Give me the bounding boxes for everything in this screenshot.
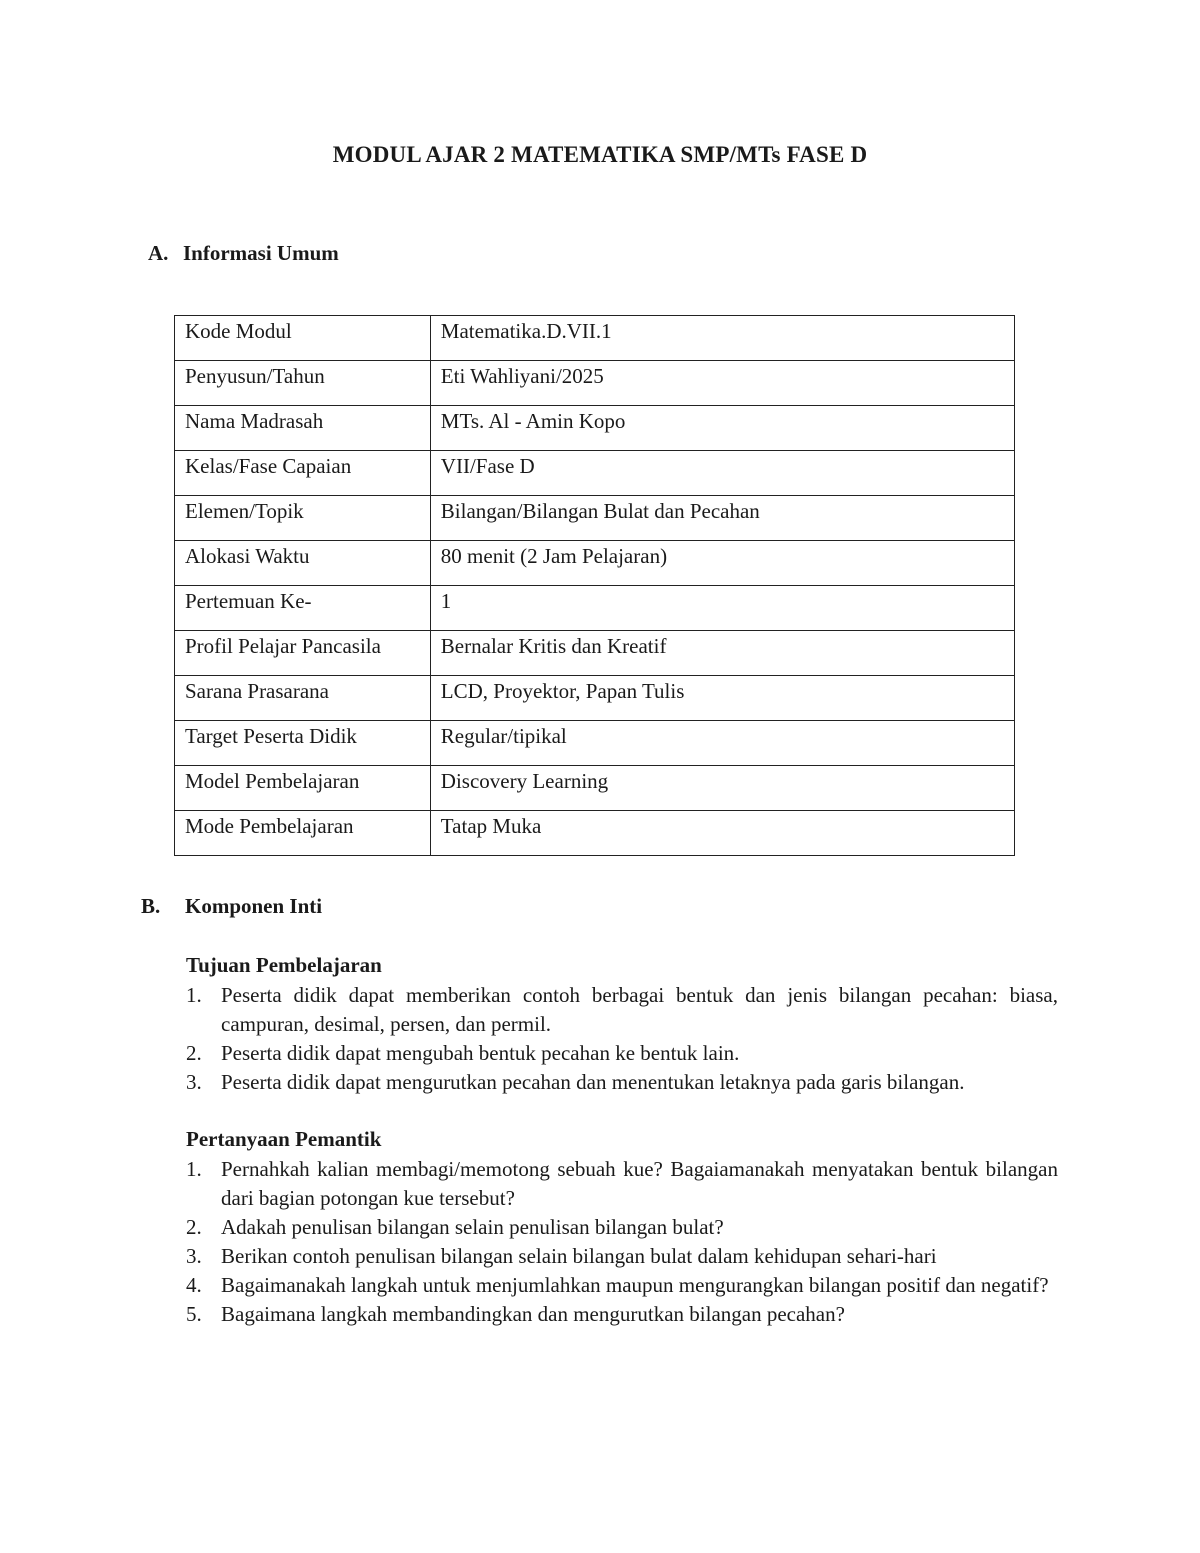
item-number: 5. xyxy=(186,1302,202,1326)
list-item xyxy=(186,1068,1058,1097)
list-item xyxy=(186,1271,1058,1300)
row-value: VII/Fase D xyxy=(430,451,1014,496)
item-number: 2. xyxy=(186,1041,202,1065)
item-number: 1. xyxy=(186,983,202,1007)
item-number: 3. xyxy=(186,1244,202,1268)
table-row xyxy=(175,496,1015,541)
row-value: Bilangan/Bilangan Bulat dan Pecahan xyxy=(430,496,1014,541)
row-value: 1 xyxy=(430,586,1014,631)
item-text: Bagaimana langkah membandingkan dan mengurutkan bilangan pecahan? xyxy=(221,1302,845,1326)
row-value: Discovery Learning xyxy=(430,766,1014,811)
list-item xyxy=(186,981,1058,1039)
item-text: Berikan contoh penulisan bilangan selain bilangan bulat dalam kehidupan sehari-hari xyxy=(221,1244,937,1268)
row-key: Model Pembelajaran xyxy=(175,766,431,811)
list-item xyxy=(186,1213,1058,1242)
table-row xyxy=(175,451,1015,496)
item-text: Peserta didik dapat mengubah bentuk pecahan ke bentuk lain. xyxy=(221,1041,740,1065)
section-b-heading xyxy=(141,894,322,919)
row-key: Elemen/Topik xyxy=(175,496,431,541)
row-key: Target Peserta Didik xyxy=(175,721,431,766)
row-value: Bernalar Kritis dan Kreatif xyxy=(430,631,1014,676)
list-item xyxy=(186,1300,1058,1329)
row-value: LCD, Proyektor, Papan Tulis xyxy=(430,676,1014,721)
row-key: Alokasi Waktu xyxy=(175,541,431,586)
tujuan-heading: Tujuan Pembelajaran xyxy=(186,953,382,977)
table-row xyxy=(175,811,1015,856)
tujuan-list xyxy=(186,981,1058,1097)
row-key: Kode Modul xyxy=(175,316,431,361)
row-value: 80 menit (2 Jam Pelajaran) xyxy=(430,541,1014,586)
table-row xyxy=(175,406,1015,451)
row-key: Kelas/Fase Capaian xyxy=(175,451,431,496)
row-key: Penyusun/Tahun xyxy=(175,361,431,406)
row-key: Nama Madrasah xyxy=(175,406,431,451)
row-key: Sarana Prasarana xyxy=(175,676,431,721)
section-b-title: Komponen Inti xyxy=(185,894,323,918)
row-value: Eti Wahliyani/2025 xyxy=(430,361,1014,406)
row-value: Tatap Muka xyxy=(430,811,1014,856)
info-table xyxy=(174,315,1015,856)
section-a-letter: A. xyxy=(148,241,169,265)
section-a-title: Informasi Umum xyxy=(183,241,339,265)
list-item xyxy=(186,1242,1058,1271)
table-row xyxy=(175,766,1015,811)
table-row xyxy=(175,361,1015,406)
item-number: 3. xyxy=(186,1070,202,1094)
table-row xyxy=(175,541,1015,586)
item-text: Adakah penulisan bilangan selain penulisan bilangan bulat? xyxy=(221,1215,724,1239)
row-key: Pertemuan Ke- xyxy=(175,586,431,631)
item-number: 2. xyxy=(186,1215,202,1239)
item-text: Peserta didik dapat mengurutkan pecahan dan menentukan letaknya pada garis bilangan. xyxy=(221,1070,965,1094)
row-value: Regular/tipikal xyxy=(430,721,1014,766)
table-row xyxy=(175,316,1015,361)
document-title: MODUL AJAR 2 MATEMATIKA SMP/MTs FASE D xyxy=(332,142,868,167)
row-value: MTs. Al - Amin Kopo xyxy=(430,406,1014,451)
list-item xyxy=(186,1039,1058,1068)
pertanyaan-list xyxy=(186,1155,1058,1329)
item-text: Bagaimanakah langkah untuk menjumlahkan maupun mengurangkan bilangan positif dan negatif? xyxy=(221,1273,1049,1297)
list-item xyxy=(186,1155,1058,1213)
table-row xyxy=(175,676,1015,721)
section-a-heading xyxy=(148,241,339,266)
item-number: 4. xyxy=(186,1273,202,1297)
item-number: 1. xyxy=(186,1157,202,1181)
item-text: Peserta didik dapat memberikan contoh berbagai bentuk dan jenis bilangan pecahan: biasa, campuran, desimal, persen, dan permil. xyxy=(221,983,1058,1036)
table-row xyxy=(175,586,1015,631)
table-row xyxy=(175,631,1015,676)
item-text: Pernahkah kalian membagi/memotong sebuah kue? Bagaiamanakah menyatakan bentuk bilangan dari bagian potongan kue tersebut? xyxy=(221,1157,1058,1210)
row-key: Profil Pelajar Pancasila xyxy=(175,631,431,676)
table-row xyxy=(175,721,1015,766)
row-key: Mode Pembelajaran xyxy=(175,811,431,856)
section-b-letter: B. xyxy=(141,894,161,918)
row-value: Matematika.D.VII.1 xyxy=(430,316,1014,361)
pertanyaan-heading: Pertanyaan Pemantik xyxy=(186,1127,382,1151)
